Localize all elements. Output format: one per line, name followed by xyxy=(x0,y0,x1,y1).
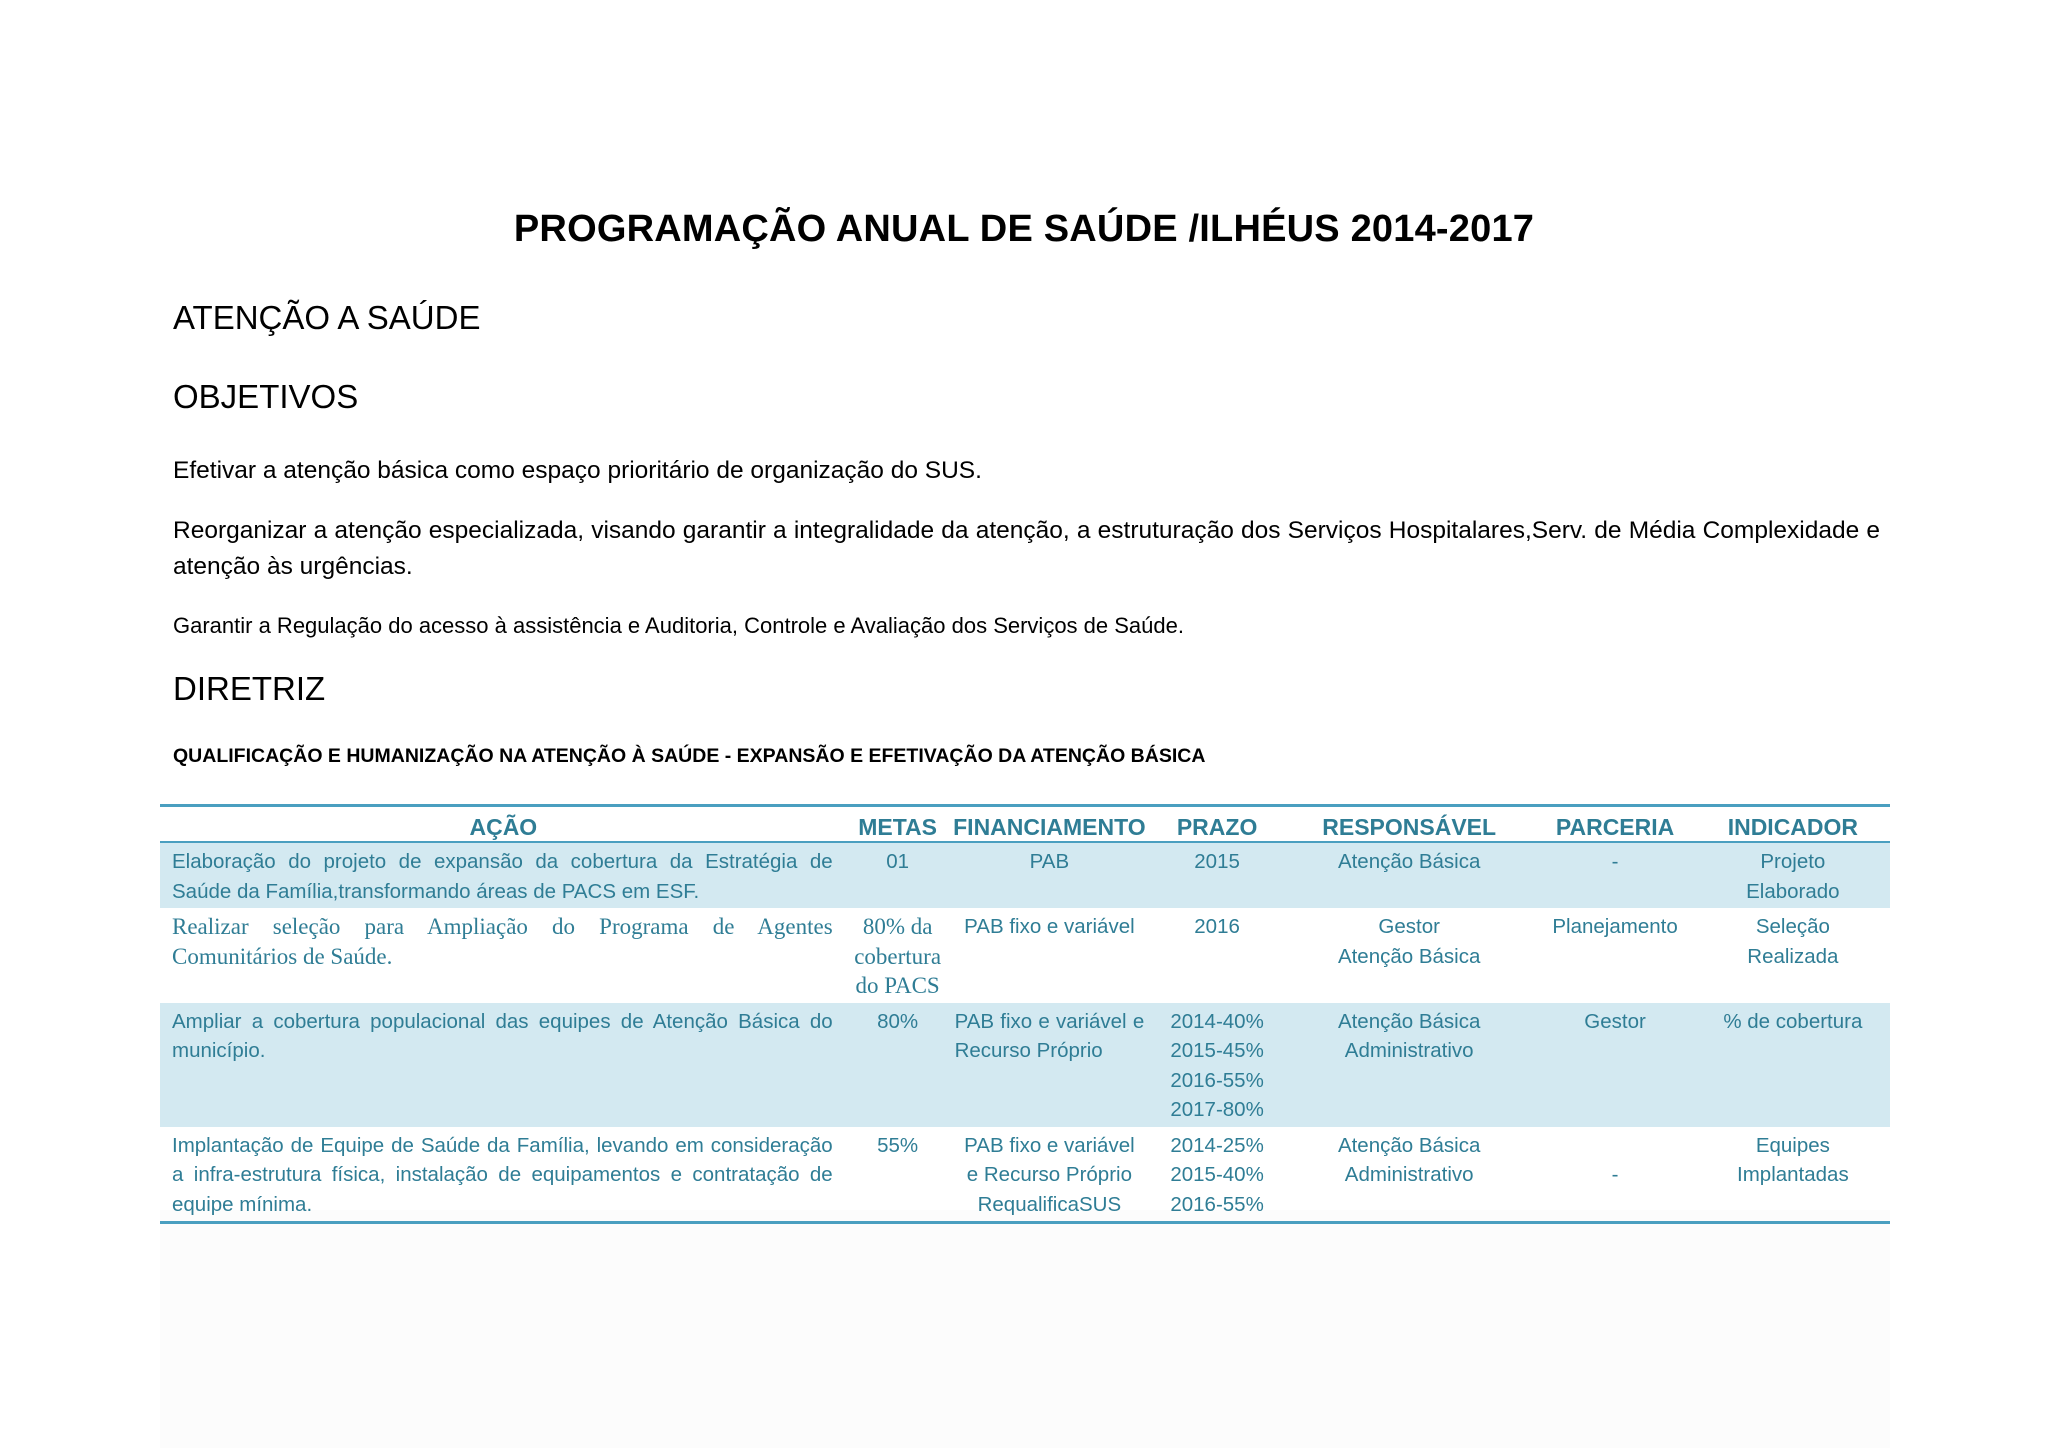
cell-line: 2015 xyxy=(1194,850,1240,873)
cell-line: Administrativo xyxy=(1344,1039,1474,1062)
table-row xyxy=(160,1127,1890,1223)
page-title: PROGRAMAÇÃO ANUAL DE SAÚDE /ILHÉUS 2014-2017 xyxy=(513,208,1535,250)
cell-line: Atenção Básica xyxy=(1337,944,1481,968)
cell-line: Gestor xyxy=(1378,915,1440,938)
cell-line: Implantadas xyxy=(1737,1163,1849,1186)
cell-line: 2016-55% xyxy=(1170,1068,1264,1092)
cell-line: Equipes xyxy=(1755,1133,1830,1157)
cell-line: Administrativo xyxy=(1344,1163,1474,1186)
cell-prazo xyxy=(1150,842,1284,908)
header-prazo: PRAZO xyxy=(1150,806,1284,843)
objetivo-2: Reorganizar a atenção especializada, visando garantir a integralidade da atenção, a estruturação dos Serviços Hospitalares,Serv. de Média Complexidade e atenção às urgências. xyxy=(173,517,1880,580)
header-responsavel: RESPONSÁVEL xyxy=(1284,806,1534,843)
cell-line: 2017-80% xyxy=(1170,1098,1264,1121)
cell-metas: 80% xyxy=(847,1003,949,1127)
cell-line: Elaborado xyxy=(1746,879,1840,903)
cell-parceria: - xyxy=(1611,1163,1619,1186)
header-acao: AÇÃO xyxy=(160,806,847,843)
cell-responsavel xyxy=(1284,1003,1534,1127)
diretriz-heading: DIRETRIZ xyxy=(173,670,326,707)
cell-financiamento xyxy=(949,908,1151,1003)
cell-line: Atenção Básica xyxy=(1337,1133,1481,1157)
cell-financiamento xyxy=(949,1127,1151,1223)
cell-line: Atenção Básica xyxy=(1337,1009,1481,1033)
cell-prazo xyxy=(1150,1003,1284,1127)
table-row xyxy=(160,1003,1890,1127)
cell-parceria: Gestor xyxy=(1534,1003,1695,1127)
cell-line: PAB fixo e variável e Recurso Próprio xyxy=(954,1009,1145,1062)
cell-responsavel xyxy=(1284,908,1534,1003)
header-parceria: PARCERIA xyxy=(1534,806,1695,843)
diretriz-text: QUALIFICAÇÃO E HUMANIZAÇÃO NA ATENÇÃO À SAÚDE - EXPANSÃO E EFETIVAÇÃO DA ATENÇÃO BÁSICA xyxy=(173,745,1206,767)
table-row xyxy=(160,842,1890,908)
cell-metas: 80% da cobertura do PACS xyxy=(854,914,942,998)
cell-line: Projeto xyxy=(1760,850,1826,873)
header-metas: METAS xyxy=(847,806,949,843)
header-indicador: INDICADOR xyxy=(1696,806,1890,843)
cell-acao: Ampliar a cobertura populacional das equipes de Atenção Básica do município. xyxy=(160,1003,847,1127)
table-row xyxy=(160,908,1890,1003)
cell-line: PAB xyxy=(1029,850,1070,873)
section-heading: ATENÇÃO A SAÚDE xyxy=(173,299,481,336)
objetivo-3: Garantir a Regulação do acesso à assistência e Auditoria, Controle e Avaliação dos Serviços de Saúde. xyxy=(173,613,1184,638)
cell-parceria: - xyxy=(1534,842,1695,908)
cell-parceria: Planejamento xyxy=(1552,915,1678,938)
cell-indicador xyxy=(1696,1003,1890,1127)
cell-line: PAB fixo e variável xyxy=(964,1133,1135,1157)
cell-line: 2016-55% xyxy=(1170,1192,1264,1216)
cell-acao: Realizar seleção para Ampliação do Programa de Agentes Comunitários de Saúde. xyxy=(172,914,833,969)
page-background-shade xyxy=(160,1210,1890,1448)
cell-prazo xyxy=(1150,1127,1284,1223)
cell-indicador xyxy=(1696,842,1890,908)
objetivo-1: Efetivar a atenção básica como espaço prioritário de organização do SUS. xyxy=(173,457,982,484)
cell-metas: 55% xyxy=(877,1133,919,1157)
cell-line: 2016 xyxy=(1194,915,1240,938)
cell-indicador xyxy=(1696,908,1890,1003)
cell-acao: Implantação de Equipe de Saúde da Família, levando em consideração a infra-estrutura física, instalação de equipamentos e contratação de equipe mínima. xyxy=(172,1133,833,1216)
cell-line: PAB fixo e variável xyxy=(964,915,1135,938)
cell-financiamento xyxy=(949,1003,1151,1127)
cell-line: Realizada xyxy=(1747,944,1839,968)
cell-line: 2014-25% xyxy=(1170,1133,1264,1157)
cell-financiamento xyxy=(949,842,1151,908)
cell-prazo xyxy=(1150,908,1284,1003)
cell-acao: Elaboração do projeto de expansão da cobertura da Estratégia de Saúde da Família,transformando áreas de PACS em ESF. xyxy=(160,842,847,908)
cell-line: 2015-45% xyxy=(1170,1039,1264,1062)
cell-line: % de cobertura xyxy=(1723,1009,1863,1033)
table-header-row xyxy=(160,806,1890,843)
cell-responsavel xyxy=(1284,842,1534,908)
header-financiamento: FINANCIAMENTO xyxy=(949,806,1151,843)
cell-line: RequalificaSUS xyxy=(977,1192,1122,1216)
cell-line: 2014-40% xyxy=(1170,1009,1264,1033)
cell-line: 2015-40% xyxy=(1170,1163,1264,1186)
cell-responsavel xyxy=(1284,1127,1534,1223)
cell-line: Atenção Básica xyxy=(1337,850,1481,873)
cell-indicador xyxy=(1696,1127,1890,1223)
cell-metas: 01 xyxy=(847,842,949,908)
objetivos-heading: OBJETIVOS xyxy=(173,378,359,415)
cell-line: Seleção xyxy=(1755,915,1830,938)
cell-line: e Recurso Próprio xyxy=(966,1163,1132,1186)
actions-table xyxy=(160,804,1890,1224)
